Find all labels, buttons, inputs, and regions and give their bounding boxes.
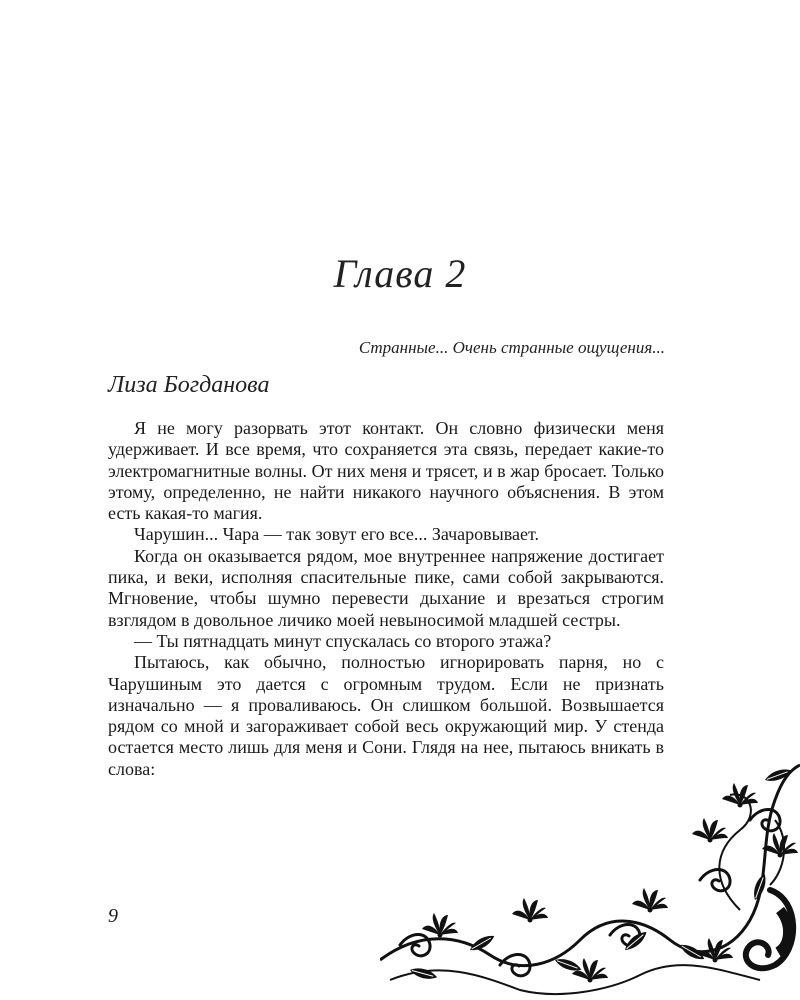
body-text bbox=[108, 418, 664, 780]
paragraph: Пытаюсь, как обычно, полностью игнорировать парня, но с Чарушиным это дается с огромным трудом. Если не признать изначально — я проваливаюсь. Он слишком большой. Возвышается рядом со мной и загораживает собой весь окружающий мир. У стенда остается место лишь для меня и Сони. Глядя на нее, пытаюсь вникать в слова: bbox=[108, 652, 664, 779]
floral-vine-ornament-icon bbox=[380, 760, 800, 1000]
paragraph: Когда он оказывается рядом, мое внутреннее напряжение достигает пика, и веки, исполняя спасительные пике, сами собой закрываются. Мгновение, чтобы шумно перевести дыхание и врезаться строгим взглядом в довольное личико моей невыносимой младшей сестры. bbox=[108, 545, 664, 630]
paragraph: Я не могу разорвать этот контакт. Он словно физически меня удерживает. И все время, что сохраняется эта связь, передает какие-то электромагнитные волны. От них меня и трясет, и в жар бросает. Только этому, определенно, не найти никакого научного объяснения. В этом есть какая-то магия. bbox=[108, 418, 664, 524]
chapter-title: Глава 2 bbox=[333, 251, 467, 296]
epigraph: Странные... Очень странные ощущения... bbox=[358, 338, 665, 357]
paragraph: Чарушин... Чара — так зовут его все... Зачаровывает. bbox=[134, 524, 540, 545]
pov-heading: Лиза Богданова bbox=[108, 372, 270, 398]
paragraph: — Ты пятнадцать минут спускалась со второго этажа? bbox=[134, 630, 552, 651]
page-number: 9 bbox=[108, 905, 118, 927]
